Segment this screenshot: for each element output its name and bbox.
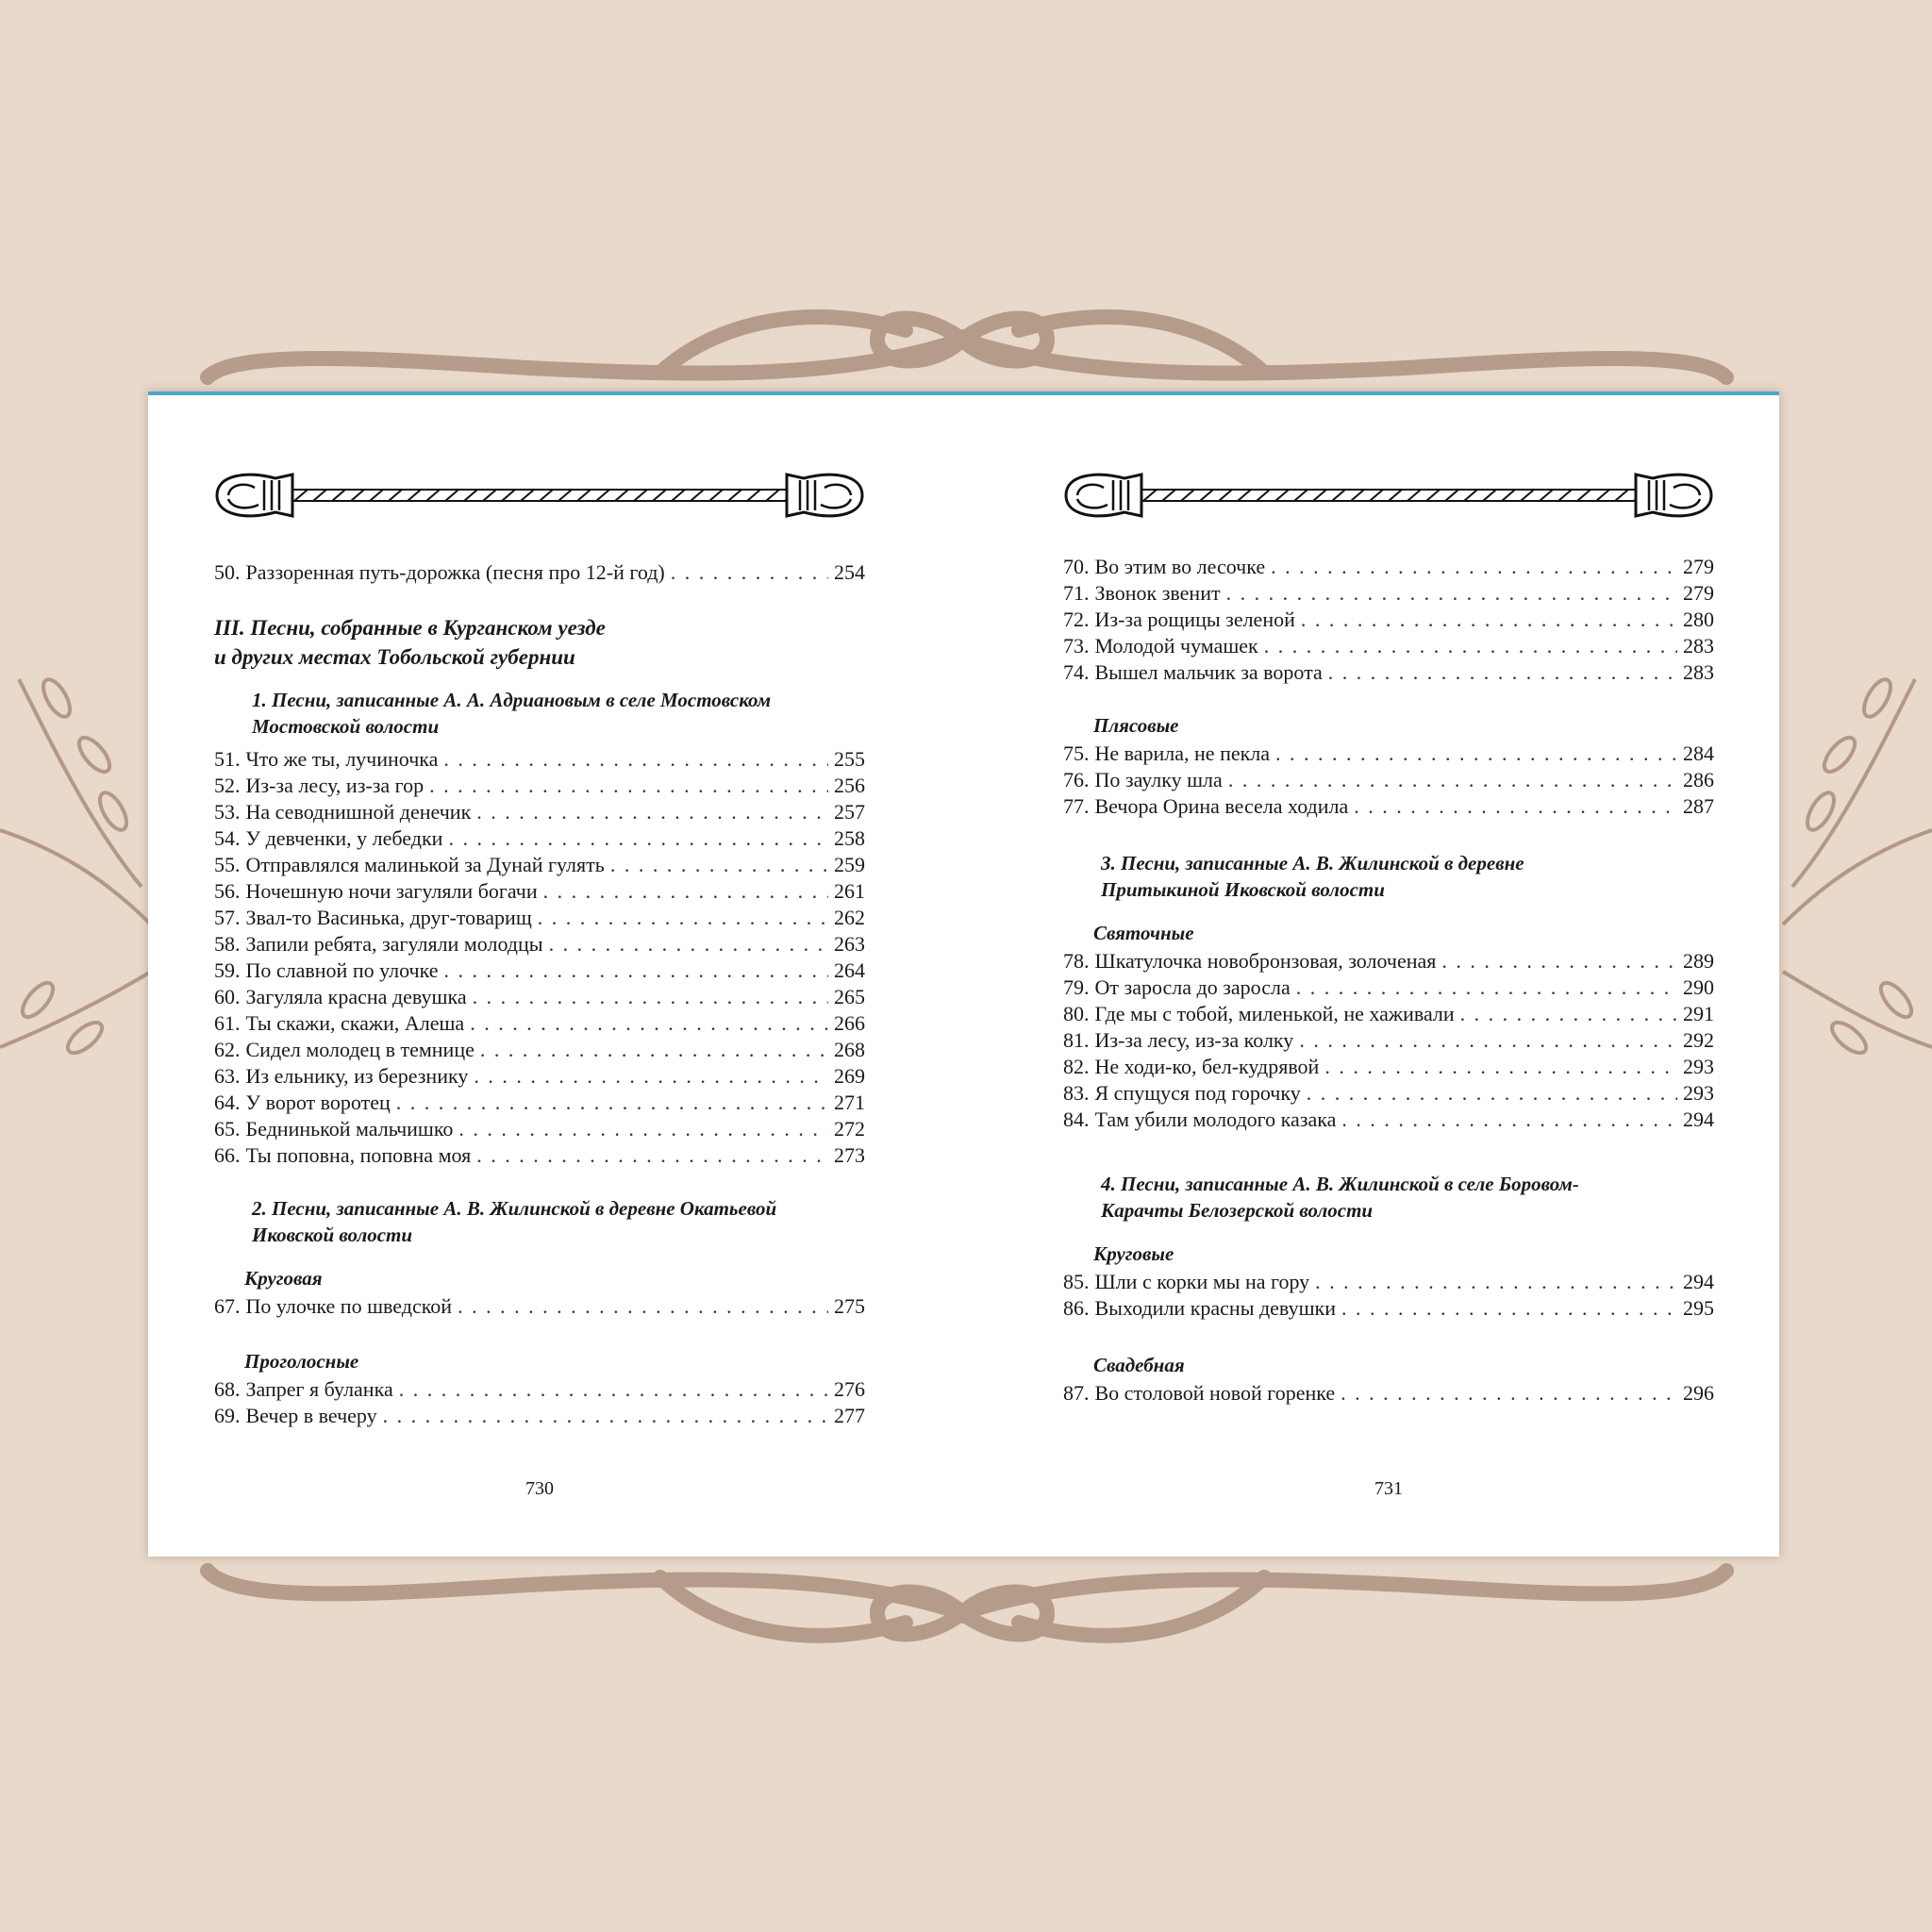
subsection-heading-line: Иковской волости bbox=[252, 1224, 413, 1246]
entry-title: Молодой чумашек bbox=[1094, 634, 1258, 658]
dot-leader bbox=[458, 1293, 828, 1320]
entry-title: Вечора Орина весела ходила bbox=[1094, 794, 1349, 818]
entry-number: 51. bbox=[214, 747, 241, 771]
entry-title: Ночешную ночи загуляли богачи bbox=[245, 879, 538, 903]
entry-title: Не ходи-ко, бел-кудрявой bbox=[1094, 1055, 1320, 1078]
entry-number: 79. bbox=[1063, 975, 1090, 999]
entry-title: Сидел молодец в темнице bbox=[245, 1038, 475, 1061]
entry-title: Шкатулочка новобронзовая, золоченая bbox=[1094, 949, 1437, 973]
entry-title: По славной по улочке bbox=[245, 958, 439, 982]
entry-number: 71. bbox=[1063, 581, 1090, 605]
dot-leader bbox=[480, 1037, 828, 1063]
entry-page: 277 bbox=[834, 1404, 865, 1427]
entry-page: 272 bbox=[834, 1117, 865, 1141]
entry-number: 54. bbox=[214, 826, 241, 850]
entry-page: 287 bbox=[1683, 794, 1714, 818]
entry-number: 67. bbox=[214, 1294, 241, 1318]
entry-page: 262 bbox=[834, 906, 865, 929]
dot-leader bbox=[443, 746, 828, 773]
toc-entry bbox=[214, 905, 865, 931]
entry-page: 293 bbox=[1683, 1055, 1714, 1078]
entry-page: 284 bbox=[1683, 741, 1714, 765]
entry-page: 293 bbox=[1683, 1081, 1714, 1105]
entry-title: Я спущуся под горочку bbox=[1094, 1081, 1301, 1105]
entry-page: 292 bbox=[1683, 1028, 1714, 1052]
entry-page: 254 bbox=[834, 560, 865, 584]
subsection-heading-1 bbox=[214, 687, 865, 740]
entry-page: 255 bbox=[834, 747, 865, 771]
entry-number: 86. bbox=[1063, 1296, 1090, 1320]
entry-number: 62. bbox=[214, 1038, 241, 1061]
entry-title: Звал-то Васинька, друг-товарищ bbox=[245, 906, 532, 929]
entry-page: 275 bbox=[834, 1294, 865, 1318]
entry-page: 294 bbox=[1683, 1270, 1714, 1293]
entry-number: 50. bbox=[214, 560, 241, 584]
entry-number: 73. bbox=[1063, 634, 1090, 658]
entry-number: 83. bbox=[1063, 1081, 1090, 1105]
toc-entry bbox=[214, 1010, 865, 1037]
entry-title: На севоднишной денечик bbox=[245, 800, 472, 824]
genre-label: Плясовые bbox=[1093, 714, 1179, 737]
entry-number: 59. bbox=[214, 958, 241, 982]
toc-entry bbox=[1063, 554, 1714, 580]
dot-leader bbox=[476, 1142, 828, 1169]
entry-title: Раззоренная путь-дорожка (песня про 12-й год) bbox=[245, 560, 665, 584]
subsection-heading-line: Карачты Белозерской волости bbox=[1101, 1199, 1374, 1222]
entry-title: Ты поповна, поповна моя bbox=[245, 1143, 472, 1167]
entry-number: 78. bbox=[1063, 949, 1090, 973]
entry-title: Запрег я буланка bbox=[245, 1377, 393, 1401]
dot-leader bbox=[1315, 1269, 1677, 1295]
entry-page: 279 bbox=[1683, 555, 1714, 578]
toc-entry bbox=[214, 1116, 865, 1142]
dot-leader bbox=[474, 1063, 828, 1090]
genre-label: Проголосные bbox=[244, 1350, 359, 1373]
entry-title: Что же ты, лучиночка bbox=[245, 747, 439, 771]
dot-leader bbox=[610, 852, 828, 878]
entry-number: 76. bbox=[1063, 768, 1090, 791]
dot-leader bbox=[1226, 580, 1677, 607]
entry-page: 289 bbox=[1683, 949, 1714, 973]
dot-leader bbox=[1264, 633, 1677, 659]
dot-leader bbox=[1328, 659, 1677, 686]
entry-title: По заулку шла bbox=[1094, 768, 1223, 791]
entry-number: 52. bbox=[214, 774, 241, 797]
section-heading-line: и других местах Тобольской губернии bbox=[214, 645, 575, 669]
entry-page: 276 bbox=[834, 1377, 865, 1401]
entry-number: 75. bbox=[1063, 741, 1090, 765]
toc-entry bbox=[214, 1293, 865, 1320]
toc-entry bbox=[1063, 1380, 1714, 1407]
toc-entry bbox=[214, 773, 865, 799]
entry-number: 87. bbox=[1063, 1381, 1090, 1405]
genre-heading bbox=[214, 1348, 865, 1374]
entry-number: 64. bbox=[214, 1091, 241, 1114]
toc-entry bbox=[214, 746, 865, 773]
book-spread bbox=[148, 391, 1779, 1557]
entry-title: Запили ребята, загуляли молодцы bbox=[245, 932, 543, 956]
right-page bbox=[1063, 391, 1714, 1557]
entry-number: 70. bbox=[1063, 555, 1090, 578]
entry-number: 65. bbox=[214, 1117, 241, 1141]
dot-leader bbox=[1341, 1107, 1677, 1133]
entry-title: Выходили красны девушки bbox=[1094, 1296, 1336, 1320]
dot-leader bbox=[429, 773, 828, 799]
toc-list bbox=[1063, 741, 1714, 820]
left-page bbox=[214, 391, 865, 1557]
entry-number: 81. bbox=[1063, 1028, 1090, 1052]
dot-leader bbox=[458, 1116, 828, 1142]
toc-entry bbox=[214, 852, 865, 878]
entry-number: 74. bbox=[1063, 660, 1090, 684]
entry-title: Ты скажи, скажи, Алеша bbox=[245, 1011, 465, 1035]
toc-entry bbox=[214, 559, 865, 586]
entry-title: У девченки, у лебедки bbox=[245, 826, 443, 850]
entry-title: Загуляла красна девушка bbox=[245, 985, 467, 1008]
genre-heading bbox=[1063, 1241, 1714, 1267]
toc-entry bbox=[214, 799, 865, 825]
entry-number: 85. bbox=[1063, 1270, 1090, 1293]
genre-heading bbox=[214, 1265, 865, 1291]
dot-leader bbox=[448, 825, 828, 852]
toc-entry bbox=[1063, 580, 1714, 607]
entry-title: Из ельнику, из березнику bbox=[245, 1064, 469, 1088]
entry-page: 294 bbox=[1683, 1108, 1714, 1131]
entry-number: 77. bbox=[1063, 794, 1090, 818]
dot-leader bbox=[396, 1090, 828, 1116]
genre-label: Свадебная bbox=[1093, 1354, 1185, 1376]
dot-leader bbox=[444, 958, 828, 984]
toc-list bbox=[1063, 1380, 1714, 1407]
entry-page: 256 bbox=[834, 774, 865, 797]
subsection-heading-4 bbox=[1063, 1171, 1714, 1224]
entry-page: 269 bbox=[834, 1064, 865, 1088]
dot-leader bbox=[543, 878, 828, 905]
entry-page: 283 bbox=[1683, 660, 1714, 684]
entry-number: 60. bbox=[214, 985, 241, 1008]
dot-leader bbox=[549, 931, 828, 958]
toc-entry bbox=[214, 931, 865, 958]
entry-title: Не варила, не пекла bbox=[1094, 741, 1271, 765]
genre-heading bbox=[1063, 712, 1714, 739]
toc-entry-50-block bbox=[214, 559, 865, 586]
toc-entry bbox=[214, 1142, 865, 1169]
toc-list bbox=[214, 746, 865, 1169]
entry-title: У ворот воротец bbox=[245, 1091, 391, 1114]
entry-page: 258 bbox=[834, 826, 865, 850]
entry-number: 66. bbox=[214, 1143, 241, 1167]
dot-leader bbox=[1296, 974, 1677, 1001]
entry-page: 290 bbox=[1683, 975, 1714, 999]
toc-entry bbox=[214, 878, 865, 905]
toc-entry bbox=[1063, 948, 1714, 974]
dot-leader bbox=[476, 799, 828, 825]
page-number: 731 bbox=[1374, 1478, 1403, 1499]
entry-page: 273 bbox=[834, 1143, 865, 1167]
entry-title: Звонок звенит bbox=[1094, 581, 1221, 605]
toc-entry bbox=[1063, 659, 1714, 686]
toc-entry bbox=[1063, 1001, 1714, 1027]
subsection-heading-2 bbox=[214, 1195, 865, 1248]
genre-label: Круговые bbox=[1093, 1242, 1174, 1265]
section-heading-line: III. Песни, собранные в Курганском уезде bbox=[214, 616, 606, 640]
entry-title: От заросла до заросла bbox=[1094, 975, 1291, 999]
toc-entry bbox=[1063, 1107, 1714, 1133]
toc-entry bbox=[214, 1376, 865, 1403]
subsection-heading-line: 2. Песни, записанные А. В. Жилинской в деревне Окатьевой bbox=[252, 1197, 777, 1220]
toc-entry bbox=[214, 1037, 865, 1063]
entry-title: По улочке по шведской bbox=[245, 1294, 453, 1318]
toc-list bbox=[214, 1376, 865, 1429]
subsection-heading-line: 1. Песни, записанные А. А. Адриановым в селе Мостовском bbox=[252, 689, 772, 711]
entry-title: Из-за лесу, из-за колку bbox=[1094, 1028, 1294, 1052]
dot-leader bbox=[1228, 767, 1677, 793]
page-number: 730 bbox=[525, 1478, 554, 1499]
toc-entry bbox=[1063, 607, 1714, 633]
entry-number: 72. bbox=[1063, 608, 1090, 631]
dot-leader bbox=[1299, 1027, 1677, 1054]
dot-leader bbox=[1271, 554, 1677, 580]
subsection-heading-line: 3. Песни, записанные А. В. Жилинской в деревне bbox=[1101, 852, 1524, 874]
subsection-heading-line: Притыкиной Иковской волости bbox=[1101, 878, 1385, 901]
entry-title: Из-за лесу, из-за гор bbox=[245, 774, 425, 797]
toc-entry bbox=[214, 984, 865, 1010]
toc-list bbox=[214, 1293, 865, 1320]
toc-list bbox=[1063, 1269, 1714, 1322]
entry-number: 58. bbox=[214, 932, 241, 956]
toc-entry bbox=[1063, 1295, 1714, 1322]
section-heading-iii bbox=[214, 613, 865, 672]
genre-label: Круговая bbox=[244, 1267, 323, 1290]
entry-page: 259 bbox=[834, 853, 865, 876]
entry-page: 266 bbox=[834, 1011, 865, 1035]
dot-leader bbox=[1341, 1380, 1677, 1407]
dot-leader bbox=[1275, 741, 1677, 767]
entry-number: 55. bbox=[214, 853, 241, 876]
entry-number: 68. bbox=[214, 1377, 241, 1401]
subsection-heading-3 bbox=[1063, 850, 1714, 903]
dot-leader bbox=[538, 905, 828, 931]
toc-entry bbox=[1063, 1054, 1714, 1080]
toc-entry bbox=[214, 958, 865, 984]
entry-title: Во этим во лесочке bbox=[1094, 555, 1266, 578]
entry-title: Вечер в вечеру bbox=[245, 1404, 377, 1427]
dot-leader bbox=[473, 984, 828, 1010]
toc-entry bbox=[214, 825, 865, 852]
entry-number: 56. bbox=[214, 879, 241, 903]
rope-ornament-icon bbox=[1058, 467, 1719, 524]
entry-page: 264 bbox=[834, 958, 865, 982]
entry-page: 265 bbox=[834, 985, 865, 1008]
dot-leader bbox=[1341, 1295, 1677, 1322]
entry-number: 69. bbox=[214, 1404, 241, 1427]
toc-entry bbox=[1063, 1269, 1714, 1295]
toc-list bbox=[1063, 948, 1714, 1133]
dot-leader bbox=[1460, 1001, 1677, 1027]
entry-page: 283 bbox=[1683, 634, 1714, 658]
dot-leader bbox=[399, 1376, 828, 1403]
entry-page: 296 bbox=[1683, 1381, 1714, 1405]
rope-ornament-icon bbox=[209, 467, 870, 524]
entry-number: 61. bbox=[214, 1011, 241, 1035]
entry-page: 271 bbox=[834, 1091, 865, 1114]
entry-page: 280 bbox=[1683, 608, 1714, 631]
subsection-heading-line: Мостовской волости bbox=[252, 715, 440, 738]
genre-heading bbox=[1063, 920, 1714, 946]
entry-number: 57. bbox=[214, 906, 241, 929]
dot-leader bbox=[1301, 607, 1677, 633]
entry-title: Во столовой новой горенке bbox=[1094, 1381, 1336, 1405]
entry-page: 279 bbox=[1683, 581, 1714, 605]
entry-page: 263 bbox=[834, 932, 865, 956]
toc-list bbox=[1063, 554, 1714, 686]
subsection-heading-line: 4. Песни, записанные А. В. Жилинской в селе Боровом- bbox=[1101, 1173, 1579, 1195]
dot-leader bbox=[1354, 793, 1677, 820]
entry-title: Отправлялся малинькой за Дунай гулять bbox=[245, 853, 605, 876]
dot-leader bbox=[470, 1010, 828, 1037]
toc-entry bbox=[1063, 1027, 1714, 1054]
toc-entry bbox=[214, 1063, 865, 1090]
toc-entry bbox=[214, 1403, 865, 1429]
toc-entry bbox=[1063, 741, 1714, 767]
entry-number: 63. bbox=[214, 1064, 241, 1088]
toc-entry bbox=[1063, 767, 1714, 793]
dot-leader bbox=[1307, 1080, 1677, 1107]
entry-page: 286 bbox=[1683, 768, 1714, 791]
entry-number: 80. bbox=[1063, 1002, 1090, 1025]
entry-number: 53. bbox=[214, 800, 241, 824]
dot-leader bbox=[1441, 948, 1677, 974]
dot-leader bbox=[383, 1403, 828, 1429]
dot-leader bbox=[1324, 1054, 1677, 1080]
toc-entry bbox=[214, 1090, 865, 1116]
entry-page: 291 bbox=[1683, 1002, 1714, 1025]
entry-number: 82. bbox=[1063, 1055, 1090, 1078]
toc-entry bbox=[1063, 793, 1714, 820]
entry-page: 261 bbox=[834, 879, 865, 903]
entry-page: 295 bbox=[1683, 1296, 1714, 1320]
entry-page: 257 bbox=[834, 800, 865, 824]
entry-page: 268 bbox=[834, 1038, 865, 1061]
dot-leader bbox=[671, 559, 828, 586]
genre-heading bbox=[1063, 1352, 1714, 1378]
entry-title: Беднинькой мальчишко bbox=[245, 1117, 454, 1141]
toc-entry bbox=[1063, 1080, 1714, 1107]
entry-title: Где мы с тобой, миленькой, не хаживали bbox=[1094, 1002, 1455, 1025]
toc-entry bbox=[1063, 633, 1714, 659]
entry-title: Из-за рощицы зеленой bbox=[1094, 608, 1295, 631]
entry-title: Вышел мальчик за ворота bbox=[1094, 660, 1323, 684]
genre-label: Святочные bbox=[1093, 922, 1194, 944]
toc-entry bbox=[1063, 974, 1714, 1001]
entry-title: Там убили молодого казака bbox=[1094, 1108, 1337, 1131]
entry-title: Шли с корки мы на гору bbox=[1094, 1270, 1310, 1293]
entry-number: 84. bbox=[1063, 1108, 1090, 1131]
